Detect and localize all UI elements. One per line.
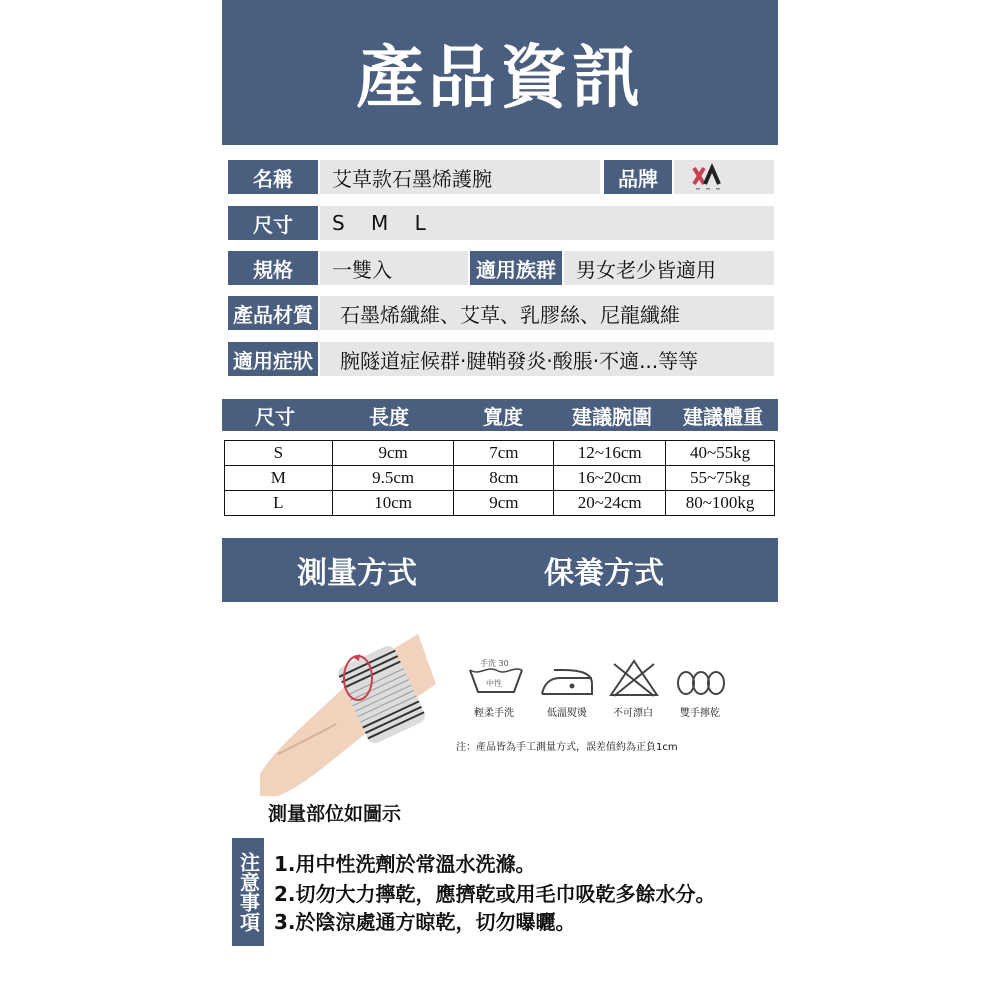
table-cell: 8cm (454, 466, 554, 491)
care-heading: 保養方式 (544, 556, 664, 591)
col-width-header: 寬度 (483, 404, 523, 429)
care-label-no-bleach: 不可漂白 (613, 708, 653, 719)
low-iron-icon (538, 664, 596, 696)
material-label: 產品材質 (228, 296, 318, 330)
table-row (225, 491, 775, 516)
hand-wring-icon (676, 668, 726, 698)
table-cell: 20~24cm (554, 491, 666, 516)
name-label: 名稱 (228, 160, 318, 194)
wash-temp-label: 手洗 30 (480, 659, 509, 668)
page-title: 產品資訊 (355, 39, 644, 118)
brand-logo (674, 160, 774, 194)
col-length-header: 長度 (369, 404, 409, 429)
spec-value: 一雙入 (320, 251, 468, 285)
table-row (225, 441, 775, 466)
table-cell: S (225, 441, 333, 466)
table-cell: 80~100kg (666, 491, 775, 516)
care-label-hand-wash: 輕柔手洗 (474, 708, 514, 719)
material-value: 石墨烯纖維、艾草、乳膠絲、尼龍纖維 (320, 296, 774, 330)
symptom-value: 腕隧道症候群·腱鞘發炎·酸脹·不適...等等 (320, 342, 774, 376)
table-row (225, 466, 775, 491)
table-cell: 40~55kg (666, 441, 775, 466)
col-size-header: 尺寸 (255, 404, 295, 429)
table-cell: 7cm (454, 441, 554, 466)
notice-label-text: 注意事項 (236, 852, 261, 932)
wrist-illustration (258, 624, 438, 796)
notice-label (232, 838, 264, 946)
notice-line-2: 2.切勿大力擰乾，應擠乾或用毛巾吸乾多餘水分。 (274, 882, 716, 906)
table-cell: 12~16cm (554, 441, 666, 466)
measure-heading: 測量方式 (297, 556, 417, 591)
name-value: 艾草款石墨烯護腕 (320, 160, 600, 194)
size-table (224, 440, 775, 516)
wash-neutral-label: 中性 (486, 679, 502, 688)
header-banner (222, 0, 778, 145)
measure-caption: 測量部位如圖示 (268, 803, 402, 825)
table-cell: 55~75kg (666, 466, 775, 491)
symptom-label: 適用症狀 (228, 342, 318, 376)
group-label: 適用族群 (470, 251, 562, 285)
table-cell: 16~20cm (554, 466, 666, 491)
care-label-wring: 雙手擰乾 (680, 708, 720, 719)
size-value: S M L (320, 206, 774, 240)
group-value: 男女老少皆適用 (564, 251, 774, 285)
notice-line-1: 1.用中性洗劑於常溫水洗滌。 (274, 852, 536, 876)
section-band (222, 538, 778, 602)
table-cell: 9cm (332, 441, 454, 466)
table-cell: L (225, 491, 333, 516)
table-cell: 9.5cm (332, 466, 454, 491)
table-cell: 10cm (332, 491, 454, 516)
table-cell: M (225, 466, 333, 491)
spec-label: 規格 (228, 251, 318, 285)
table-cell: 9cm (454, 491, 554, 516)
size-table-header (222, 399, 778, 431)
brand-logo-icon (674, 160, 774, 194)
care-label-low-iron: 低溫熨燙 (547, 708, 587, 719)
col-weight-header: 建議體重 (683, 404, 763, 429)
measure-note: 注：產品皆為手工測量方式，誤差值約為正負1cm (456, 742, 678, 753)
no-bleach-icon (608, 658, 660, 698)
notice-line-3: 3.於陰涼處通方晾乾，切勿曝曬。 (274, 910, 576, 934)
wrist-measure-icon (258, 624, 438, 796)
brand-label: 品牌 (604, 160, 672, 194)
size-label: 尺寸 (228, 206, 318, 240)
col-wrist-header: 建議腕圍 (572, 404, 652, 429)
